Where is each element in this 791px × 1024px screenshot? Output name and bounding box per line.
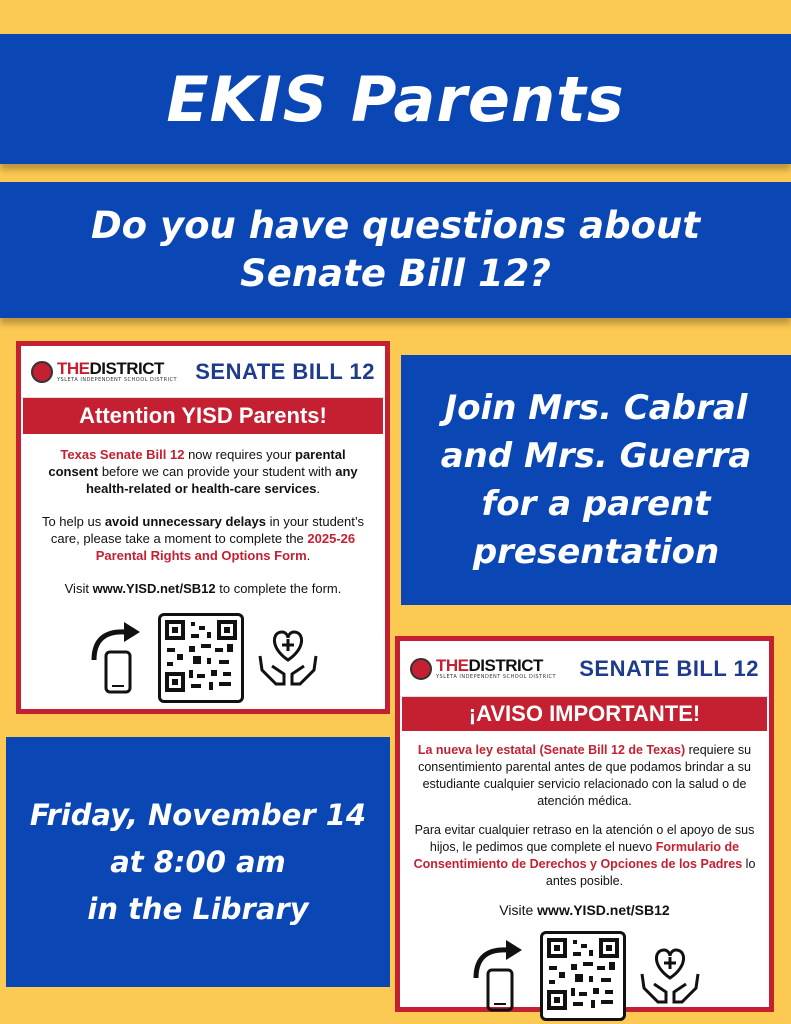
question-line-2: Senate Bill 12? — [240, 252, 551, 295]
logo-district: DISTRICT — [89, 359, 164, 378]
text-fragment: To help us — [41, 514, 105, 529]
form-link[interactable]: www.YISD.net/SB12 — [537, 902, 670, 918]
logo-the: THE — [57, 359, 90, 378]
attention-banner: Attention YISD Parents! — [23, 398, 383, 434]
district-logo — [31, 360, 177, 383]
aviso-banner: ¡AVISO IMPORTANTE! — [402, 697, 767, 734]
text-fragment: Visite — [499, 902, 538, 918]
join-line-3: for a parent — [481, 484, 711, 524]
flyer-body — [21, 434, 385, 597]
paragraph-1 — [35, 446, 371, 497]
district-seal-icon — [31, 361, 53, 383]
text-fragment: . — [316, 481, 321, 496]
qr-code-graphic — [547, 938, 619, 1010]
text-fragment: avoid unnecessary delays — [104, 514, 266, 529]
logo-subtitle: YSLETA INDEPENDENT SCHOOL DISTRICT — [436, 674, 557, 680]
event-date: Friday, November 14 — [29, 797, 367, 832]
event-date-box — [6, 737, 390, 987]
hands-heart-icon — [638, 944, 702, 1008]
text-fragment: now requires your — [184, 447, 296, 462]
event-location: in the Library — [87, 891, 309, 926]
district-logo — [410, 657, 556, 680]
flyer-spanish — [395, 636, 774, 1012]
question-band — [0, 182, 791, 318]
phone-arrow-icon — [86, 620, 146, 696]
event-time: at 8:00 am — [110, 844, 286, 879]
senate-bill-heading: SENATE BILL 12 — [579, 655, 759, 681]
text-fragment: Visit — [64, 581, 93, 596]
text-fragment: . — [306, 548, 311, 563]
paragraph-3 — [35, 580, 371, 597]
text-fragment: 2025-26 Parental Rights and Options Form — [95, 531, 356, 563]
paragraph-3 — [412, 902, 757, 919]
join-box — [401, 355, 791, 605]
text-fragment: Formulario de Consentimiento de Derechos y Opciones de los Padres — [413, 840, 743, 871]
paragraph-2 — [35, 513, 371, 564]
paragraph-2 — [412, 822, 757, 890]
logo-the: THE — [436, 656, 469, 675]
flyer-header — [400, 641, 769, 697]
flyer-header — [21, 346, 385, 398]
text-fragment: requiere su consentimiento parental antes de que podamos brindar a su estudiante cualquier servicio relacionado con la salud o de atención médica. — [418, 743, 752, 808]
flyer-icons — [21, 613, 385, 703]
text-fragment: La nueva ley estatal (Senate Bill 12 de Texas) — [417, 743, 686, 757]
form-link[interactable]: www.YISD.net/SB12 — [92, 581, 216, 596]
question-line-1: Do you have questions about — [90, 204, 701, 247]
qr-code-graphic — [165, 620, 237, 692]
senate-bill-heading: SENATE BILL 12 — [195, 358, 375, 384]
text-fragment: Texas Senate Bill 12 — [60, 447, 185, 462]
join-line-4: presentation — [472, 532, 720, 572]
flyer-body — [400, 734, 769, 919]
text-fragment: Para evitar cualquier retraso en la atención o el apoyo de sus hijos, le pedimos que complete el nuevo — [414, 823, 755, 854]
paragraph-1 — [412, 742, 757, 810]
page-title: EKIS Parents — [166, 62, 625, 136]
join-line-1: Join Mrs. Cabral — [444, 388, 748, 428]
hands-heart-icon — [256, 626, 320, 690]
qr-code-icon[interactable] — [540, 931, 626, 1021]
qr-code-icon[interactable] — [158, 613, 244, 703]
join-line-2: and Mrs. Guerra — [440, 436, 752, 476]
flyer-english — [16, 341, 390, 714]
logo-district: DISTRICT — [468, 656, 543, 675]
district-seal-icon — [410, 658, 432, 680]
text-fragment: to complete the form. — [215, 581, 342, 596]
title-band — [0, 34, 791, 164]
text-fragment: in your student’s care, please take a moment to complete the — [50, 514, 365, 546]
logo-subtitle: YSLETA INDEPENDENT SCHOOL DISTRICT — [57, 377, 178, 383]
text-fragment: any health-related or health-care services — [85, 464, 358, 496]
phone-arrow-icon — [468, 938, 528, 1014]
text-fragment: before we can provide your student with — [98, 464, 336, 479]
flyer-icons — [400, 931, 769, 1021]
text-fragment: lo antes posible. — [545, 857, 756, 888]
text-fragment: parental consent — [48, 447, 346, 479]
